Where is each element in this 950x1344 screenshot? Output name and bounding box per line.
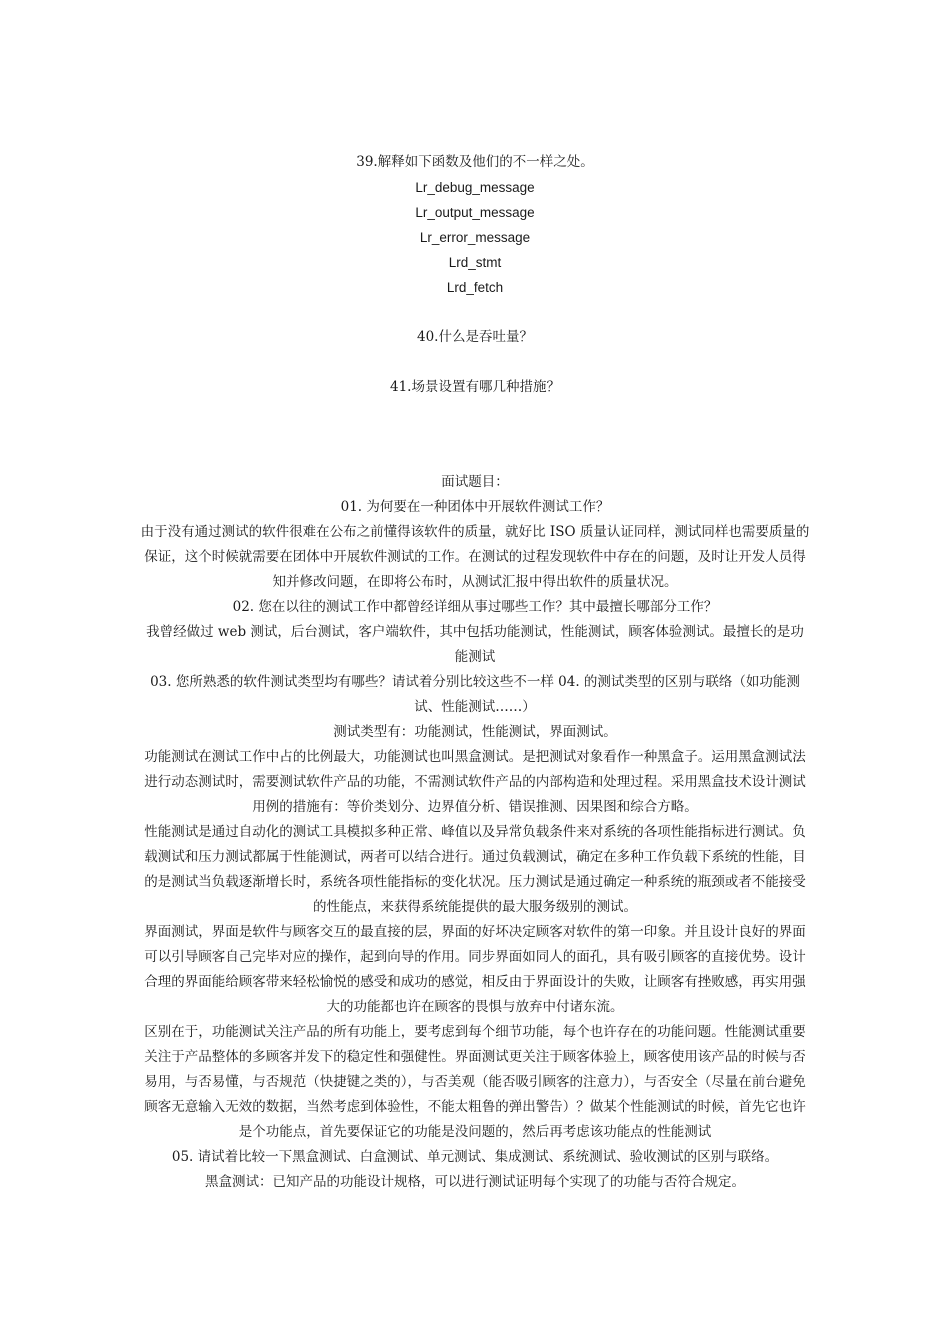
question-03: 03. 您所熟悉的软件测试类型均有哪些？请试着分别比较这些不一样 04. 的测试类型的区别与联络（如功能测试、性能测试……） bbox=[150, 674, 800, 715]
q41-title: 41.场景设置有哪几种措施？ bbox=[390, 379, 560, 395]
interview-heading: 面试题目： bbox=[441, 474, 509, 490]
function-name: Lrd_fetch bbox=[446, 280, 504, 295]
answer-03-difference: 区别在于，功能测试关注产品的所有功能上，要考虑到每个细节功能，每个也许存在的功能问题。性能测试重要关注于产品整体的多顾客并发下的稳定性和强健性。界面测试更关注于顾客体验上，顾客使用该产品的时候与否易用，与否易懂，与否规范（快捷键之类的），与否美观（能否吸引顾客的注意力），与否安全（尽量在前台避免顾客无意输入无效的数据，当然考虑到体验性，不能太粗鲁的弹出警告）？做某个性能测试的时候，首先它也许是个功能点，首先要保证它的功能是没问题的，然后再考虑该功能点的性能测试 bbox=[144, 1024, 806, 1140]
answer-02: 我曾经做过 web 测试，后台测试，客户端软件，其中包括功能测试，性能测试，顾客体验测试。最擅长的是功能测试 bbox=[146, 624, 804, 665]
answer-03-performance: 性能测试是通过自动化的测试工具模拟多种正常、峰值以及异常负载条件来对系统的各项性能指标进行测试。负载测试和压力测试都属于性能测试，两者可以结合进行。通过负载测试，确定在多种工作负载下系统的性能，目的是测试当负载逐渐增长时，系统各项性能指标的变化状况。压力测试是通过确定一种系统的瓶颈或者不能接受的性能点，来获得系统能提供的最大服务级别的测试。 bbox=[144, 824, 806, 915]
answer-05-blackbox: 黑盒测试：已知产品的功能设计规格，可以进行测试证明每个实现了的功能与否符合规定。 bbox=[205, 1174, 745, 1190]
function-name: Lr_debug_message bbox=[415, 180, 535, 195]
question-01: 01. 为何要在一种团体中开展软件测试工作？ bbox=[340, 499, 610, 515]
q40-title: 40.什么是吞吐量？ bbox=[417, 329, 533, 345]
answer-03-types: 测试类型有：功能测试，性能测试，界面测试。 bbox=[333, 724, 617, 740]
function-name: Lr_output_message bbox=[415, 205, 535, 220]
question-05: 05. 请试着比较一下黑盒测试、白盒测试、单元测试、集成测试、系统测试、验收测试的区别与联络。 bbox=[171, 1149, 779, 1165]
answer-03-functional: 功能测试在测试工作中占的比例最大，功能测试也叫黑盒测试。是把测试对象看作一种黑盒子。运用黑盒测试法进行动态测试时，需要测试软件产品的功能，不需测试软件产品的内部构造和处理过程。采用黑盒技术设计测试用例的措施有：等价类划分、边界值分析、错误推测、因果图和综合方略。 bbox=[144, 749, 806, 815]
question-02: 02. 您在以往的测试工作中都曾经详细从事过哪些工作？其中最擅长哪部分工作？ bbox=[232, 599, 718, 615]
function-name: Lr_error_message bbox=[419, 230, 531, 245]
answer-01: 由于没有通过测试的软件很难在公布之前懂得该软件的质量，就好比 ISO 质量认证同样，测试同样也需要质量的保证，这个时候就需要在团体中开展软件测试的工作。在测试的过程发现软件中存在的问题，及时让开发人员得知并修改问题，在即将公布时，从测试汇报中得出软件的质量状况。 bbox=[140, 524, 810, 590]
q39-title: 39.解释如下函数及他们的不一样之处。 bbox=[356, 154, 594, 170]
document-page bbox=[140, 150, 810, 1195]
answer-03-ui: 界面测试，界面是软件与顾客交互的最直接的层，界面的好坏决定顾客对软件的第一印象。并且设计良好的界面可以引导顾客自己完毕对应的操作，起到向导的作用。同步界面如同人的面孔，具有吸引顾客的直接优势。设计合理的界面能给顾客带来轻松愉悦的感受和成功的感觉，相反由于界面设计的失败，让顾客有挫败感，再实用强大的功能都也许在顾客的畏惧与放弃中付诸东流。 bbox=[144, 924, 806, 1015]
function-name: Lrd_stmt bbox=[448, 255, 502, 270]
